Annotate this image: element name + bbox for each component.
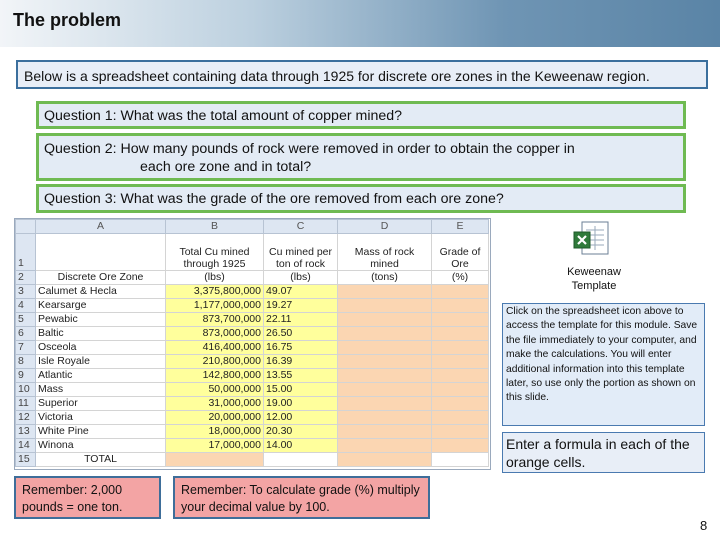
row-number: 11 <box>16 397 36 411</box>
slide-title: The problem <box>13 10 122 30</box>
row-number: 15 <box>16 453 36 467</box>
row-number: 10 <box>16 383 36 397</box>
zone-name-cell: Pewabic <box>36 313 166 327</box>
reminder-tons: Remember: 2,000 pounds = one ton. <box>14 476 161 519</box>
intro-text: Below is a spreadsheet containing data through 1925 for discrete ore zones in the Keweenaw region. <box>16 60 708 89</box>
units-cell-d: (tons) <box>338 271 432 285</box>
header-cell-d <box>338 234 432 271</box>
row-number: 5 <box>16 313 36 327</box>
zone-name-cell: Superior <box>36 397 166 411</box>
units-row <box>16 271 489 285</box>
rock-mass-input-cell[interactable] <box>338 425 432 439</box>
units-cell-c: (lbs) <box>264 271 338 285</box>
copper-per-ton-value: 49.07 <box>264 285 338 299</box>
header-e-line1: Grade of <box>439 246 481 258</box>
copper-per-ton-value: 19.27 <box>264 299 338 313</box>
ore-grade-input-cell[interactable] <box>432 285 489 299</box>
zone-name-cell: Atlantic <box>36 369 166 383</box>
template-label-line1: Keweenaw <box>567 266 621 278</box>
header-cell-e <box>432 234 489 271</box>
ore-grade-input-cell[interactable] <box>432 341 489 355</box>
header-b-line1: Total Cu mined <box>179 246 250 258</box>
table-row <box>16 327 489 341</box>
question-3-text: Question 3: What was the grade of the ore removed from each ore zone? <box>44 191 504 207</box>
table-row <box>16 299 489 313</box>
total-copper-value: 50,000,000 <box>166 383 264 397</box>
row-number: 4 <box>16 299 36 313</box>
total-copper-value: 416,400,000 <box>166 341 264 355</box>
copper-per-ton-value: 13.55 <box>264 369 338 383</box>
copper-per-ton-value: 26.50 <box>264 327 338 341</box>
question-2 <box>36 133 686 181</box>
rock-mass-input-cell[interactable] <box>338 313 432 327</box>
table-row <box>16 369 489 383</box>
ore-grade-input-cell[interactable] <box>432 299 489 313</box>
question-1-text: Question 1: What was the total amount of copper mined? <box>44 108 403 124</box>
zone-name-cell: Victoria <box>36 411 166 425</box>
copper-per-ton-value: 16.75 <box>264 341 338 355</box>
spreadsheet-data-rows <box>16 285 489 453</box>
total-copper-value: 18,000,000 <box>166 425 264 439</box>
row-number: 3 <box>16 285 36 299</box>
total-copper-value: 1,177,000,000 <box>166 299 264 313</box>
table-row <box>16 285 489 299</box>
copper-per-ton-value: 12.00 <box>264 411 338 425</box>
rock-mass-input-cell[interactable] <box>338 327 432 341</box>
reminder-grade: Remember: To calculate grade (%) multiply your decimal value by 100. <box>173 476 430 519</box>
table-row <box>16 313 489 327</box>
table-row <box>16 397 489 411</box>
table-row <box>16 341 489 355</box>
copper-per-ton-value: 19.00 <box>264 397 338 411</box>
row-number: 6 <box>16 327 36 341</box>
copper-per-ton-value: 16.39 <box>264 355 338 369</box>
ore-grade-input-cell[interactable] <box>432 397 489 411</box>
spreadsheet <box>14 218 491 470</box>
total-row <box>16 453 489 467</box>
header-cell-c <box>264 234 338 271</box>
column-letter-row <box>16 220 489 234</box>
rock-mass-input-cell[interactable] <box>338 341 432 355</box>
total-per-ton-cell <box>264 453 338 467</box>
total-copper-cell[interactable] <box>166 453 264 467</box>
copper-per-ton-value: 22.11 <box>264 313 338 327</box>
total-copper-value: 31,000,000 <box>166 397 264 411</box>
rock-mass-input-cell[interactable] <box>338 285 432 299</box>
column-letter: C <box>264 220 338 234</box>
row-number: 14 <box>16 439 36 453</box>
instructions-box: Click on the spreadsheet icon above to access the template for this module. Save the file immediately to your computer, and make the calculations. You will enter additional information into this template later, so use only the portion as shown on this slide. <box>502 303 705 426</box>
total-grade-cell <box>432 453 489 467</box>
header-c-line2: ton of rock <box>275 258 326 270</box>
rock-mass-input-cell[interactable] <box>338 383 432 397</box>
units-cell-e: (%) <box>432 271 489 285</box>
header-cell-b <box>166 234 264 271</box>
table-row <box>16 425 489 439</box>
ore-grade-input-cell[interactable] <box>432 369 489 383</box>
header-d-line2: mined <box>370 258 399 270</box>
table-row <box>16 411 489 425</box>
ore-grade-input-cell[interactable] <box>432 439 489 453</box>
row-number: 12 <box>16 411 36 425</box>
ore-grade-input-cell[interactable] <box>432 327 489 341</box>
excel-spreadsheet-icon[interactable] <box>570 220 614 260</box>
total-copper-value: 873,700,000 <box>166 313 264 327</box>
total-copper-value: 142,800,000 <box>166 369 264 383</box>
corner-cell <box>16 220 36 234</box>
total-copper-value: 20,000,000 <box>166 411 264 425</box>
ore-grade-input-cell[interactable] <box>432 313 489 327</box>
total-rock-cell[interactable] <box>338 453 432 467</box>
rock-mass-input-cell[interactable] <box>338 439 432 453</box>
template-label[interactable] <box>553 265 635 293</box>
units-cell-a: Discrete Ore Zone <box>36 271 166 285</box>
ore-grade-input-cell[interactable] <box>432 411 489 425</box>
zone-name-cell: Kearsarge <box>36 299 166 313</box>
header-e-line2: Ore <box>451 258 469 270</box>
copper-per-ton-value: 15.00 <box>264 383 338 397</box>
row-number: 1 <box>16 234 36 271</box>
rock-mass-input-cell[interactable] <box>338 299 432 313</box>
ore-grade-input-cell[interactable] <box>432 425 489 439</box>
row-number: 2 <box>16 271 36 285</box>
table-row <box>16 439 489 453</box>
zone-name-cell: White Pine <box>36 425 166 439</box>
zone-name-cell: Osceola <box>36 341 166 355</box>
ore-grade-input-cell[interactable] <box>432 355 489 369</box>
table-row <box>16 355 489 369</box>
row-number: 8 <box>16 355 36 369</box>
total-copper-value: 210,800,000 <box>166 355 264 369</box>
rock-mass-input-cell[interactable] <box>338 355 432 369</box>
rock-mass-input-cell[interactable] <box>338 397 432 411</box>
header-d-line1: Mass of rock <box>354 246 415 258</box>
row-number: 9 <box>16 369 36 383</box>
question-2-line1: Question 2: How many pounds of rock were removed in order to obtain the copper in <box>44 141 575 157</box>
header-c-line1: Cu mined per <box>268 246 333 258</box>
total-label: TOTAL <box>36 453 166 467</box>
total-copper-value: 873,000,000 <box>166 327 264 341</box>
zone-name-cell: Baltic <box>36 327 166 341</box>
question-1 <box>36 101 686 129</box>
zone-name-cell: Isle Royale <box>36 355 166 369</box>
total-copper-value: 17,000,000 <box>166 439 264 453</box>
header-cell-a <box>36 234 166 271</box>
units-cell-b: (lbs) <box>166 271 264 285</box>
zone-name-cell: Mass <box>36 383 166 397</box>
zone-name-cell: Calumet & Hecla <box>36 285 166 299</box>
copper-per-ton-value: 20.30 <box>264 425 338 439</box>
spreadsheet-table <box>15 219 489 467</box>
copper-per-ton-value: 14.00 <box>264 439 338 453</box>
row-number: 13 <box>16 425 36 439</box>
column-letter: D <box>338 220 432 234</box>
title-bar <box>0 0 720 47</box>
column-letter: A <box>36 220 166 234</box>
template-label-line2: Template <box>571 280 617 292</box>
row-number: 7 <box>16 341 36 355</box>
formula-note: Enter a formula in each of the orange cells. <box>502 432 705 473</box>
question-2-line2: each ore zone and in total? <box>140 159 312 175</box>
rock-mass-input-cell[interactable] <box>338 369 432 383</box>
rock-mass-input-cell[interactable] <box>338 411 432 425</box>
column-letter: B <box>166 220 264 234</box>
question-3 <box>36 184 686 213</box>
header-row <box>16 234 489 271</box>
total-copper-value: 3,375,800,000 <box>166 285 264 299</box>
column-letter: E <box>432 220 489 234</box>
ore-grade-input-cell[interactable] <box>432 383 489 397</box>
page-number: 8 <box>700 518 708 533</box>
header-b-line2: through 1925 <box>183 258 246 270</box>
table-row <box>16 383 489 397</box>
zone-name-cell: Winona <box>36 439 166 453</box>
